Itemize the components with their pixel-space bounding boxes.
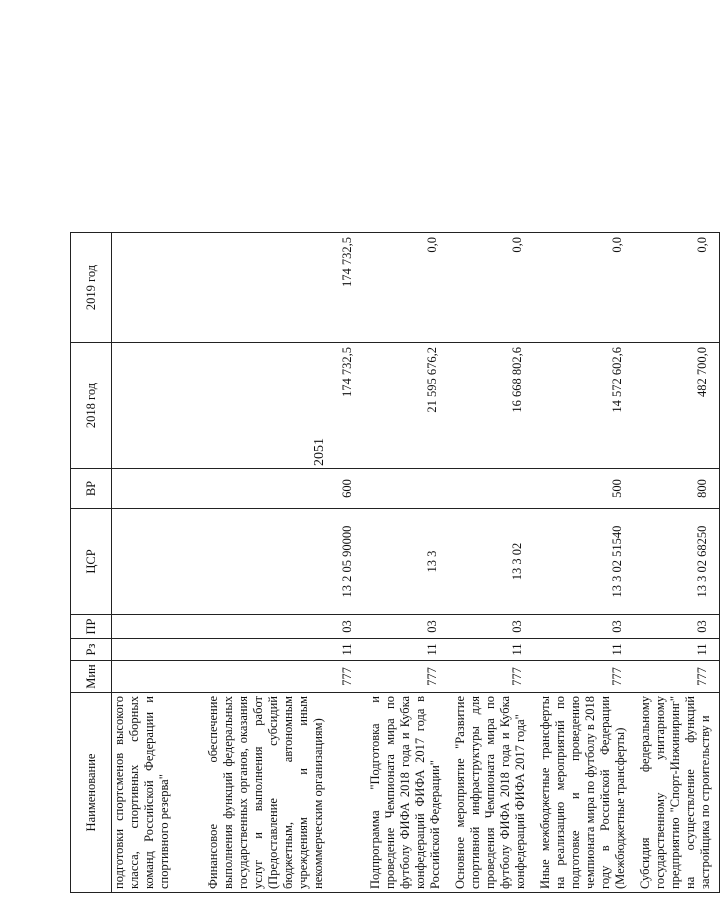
row-min [112,661,202,693]
header-rz: Рз [71,639,112,661]
header-2018: 2018 год [71,343,112,469]
row-2018: 174 732,5 [202,343,364,469]
row-2018: 16 668 802,6 [449,343,534,469]
row-min: 777 [534,661,634,693]
row-vr: 500 [534,469,634,509]
row-vr: 600 [202,469,364,509]
budget-table [70,232,720,893]
table-row [449,233,534,893]
row-csr: 13 3 02 [449,509,534,615]
row-pr: 03 [364,615,449,639]
row-vr [364,469,449,509]
row-name: Субсидия федеральному государственному унитарному предприятию "Спорт-Инжиниринг" на осуществление функций застройщика по строительству и [634,693,720,893]
table-row [202,233,364,893]
row-csr: 13 3 [364,509,449,615]
row-2018: 482 700,0 [634,343,720,469]
row-csr: 13 2 05 90000 [202,509,364,615]
row-2019: 174 732,5 [202,233,364,343]
header-csr: ЦСР [71,509,112,615]
row-pr: 03 [534,615,634,639]
row-csr: 13 3 02 68250 [634,509,720,615]
table-row [634,233,720,893]
budget-table-sheet [70,43,712,893]
row-rz: 11 [449,639,534,661]
header-vr: ВР [71,469,112,509]
row-pr: 03 [449,615,534,639]
row-2019 [112,233,202,343]
row-rz: 11 [202,639,364,661]
page-number: 2051 [312,438,327,466]
header-pr: ПР [71,615,112,639]
row-name: подготовки спортсменов высокого класса, спортивных сборных команд Российской Федерации и спортивного резерва" [112,693,202,893]
row-2019: 0,0 [364,233,449,343]
row-pr: 03 [202,615,364,639]
row-rz: 11 [364,639,449,661]
row-name: Финансовое обеспечение выполнения функций федеральных государственных органов, оказания услуг и выполнения работ (Предоставление субсидий бюджетным, автономным учреждениям и иным некоммерческим организациям) [202,693,364,893]
row-rz: 11 [534,639,634,661]
row-vr [449,469,534,509]
header-2019: 2019 год [71,233,112,343]
row-min: 777 [202,661,364,693]
table-row [534,233,634,893]
row-2019: 0,0 [449,233,534,343]
table-row [364,233,449,893]
row-pr: 03 [634,615,720,639]
table-header-row [71,233,112,893]
row-name: Иные межбюджетные трансферты на реализацию мероприятий по подготовке и проведению чемпионата мира по футболу в 2018 году в Российской Федерации (Межбюджетные трансферты) [534,693,634,893]
row-min: 777 [449,661,534,693]
row-vr: 800 [634,469,720,509]
row-name: Основное мероприятие "Развитие спортивной инфраструктуры для проведения Чемпионата мира по футболу ФИФА 2018 года и Кубка конфедераций ФИФА 2017 года" [449,693,534,893]
row-csr: 13 3 02 51540 [534,509,634,615]
table-row [112,233,202,893]
row-pr [112,615,202,639]
row-vr [112,469,202,509]
row-2018 [112,343,202,469]
row-min: 777 [364,661,449,693]
row-name: Подпрограмма "Подготовка и проведение Чемпионата мира по футболу ФИФА 2018 года и Кубка конфедераций ФИФА 2017 года в Российской Федерации" [364,693,449,893]
row-2019: 0,0 [634,233,720,343]
header-name: Наименование [71,693,112,893]
row-rz [112,639,202,661]
row-2018: 14 572 602,6 [534,343,634,469]
header-min: Мин [71,661,112,693]
row-rz: 11 [634,639,720,661]
row-2019: 0,0 [534,233,634,343]
row-min: 777 [634,661,720,693]
row-csr [112,509,202,615]
row-2018: 21 595 676,2 [364,343,449,469]
